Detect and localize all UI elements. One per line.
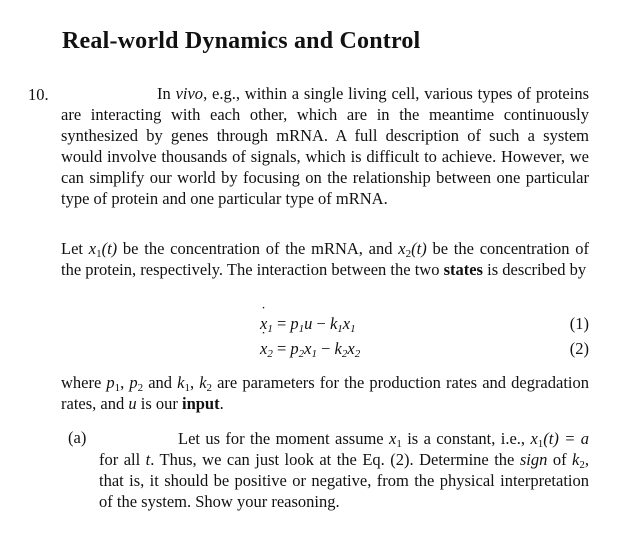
subquestion-label: (a) (68, 428, 87, 447)
math-sub: 1 (267, 323, 273, 335)
subquestion-text (99, 428, 589, 512)
math-arg: (t) (101, 239, 118, 258)
math-var: x (342, 314, 351, 333)
math-arg: (t) (411, 239, 427, 258)
math-var: x (398, 239, 406, 258)
math-var: t (145, 450, 151, 469)
text: is our (136, 394, 182, 413)
equals: = (272, 339, 291, 358)
math-var-dot: ˙ x (260, 339, 267, 359)
math-var: k (199, 373, 207, 392)
text: are parameters for the production rates and degradation rates, and (61, 373, 589, 413)
math-var: u (128, 394, 137, 413)
equation-1 (260, 314, 356, 334)
text: In (157, 84, 176, 103)
text: . (219, 394, 224, 413)
section-title: Real-world Dynamics and Control (62, 28, 421, 54)
math-var: x (347, 339, 355, 358)
text: , that is, it should be positive or negative, from the physical interpretation of the system. Show your reasoning. (99, 450, 589, 511)
math-var: p (290, 314, 299, 333)
math-sub: 2 (579, 459, 585, 471)
emphasis-sign: sign (519, 450, 548, 469)
math-sub: 2 (267, 348, 273, 360)
text: be the concentration of the mRNA, and (117, 239, 399, 258)
text: is a constant, i.e., (401, 429, 531, 448)
definitions-paragraph (61, 238, 589, 280)
text: , (189, 373, 200, 392)
equation-2-number: (2) (569, 339, 589, 358)
text: and (143, 373, 178, 392)
text: , e.g., within a single living cell, various types of proteins are interacting with each other, which are in the meantime continuously synthesized by genes through mRNA. A full description of such a system would involve thousands of signals, which is difficult to achieve. However, we can simplify our world by focusing on the relationship between one particular type of protein and one particular type of mRNA. (61, 84, 589, 208)
math-var: k (329, 314, 338, 333)
math-arg: (t) = (543, 429, 581, 448)
text: where (61, 373, 107, 392)
math-var-dot: ˙ x (260, 314, 267, 334)
math-var: p (290, 339, 299, 358)
math-var: u (304, 314, 313, 333)
text: of (547, 450, 573, 469)
emphasis-vivo: vivo (175, 84, 204, 103)
text: be the concentration of the protein, respectively. The interaction between the two (61, 239, 589, 279)
math-sub: 1 (537, 438, 544, 450)
text: Let us for the moment assume (178, 429, 389, 448)
minus: − (312, 314, 330, 333)
text: is described by (482, 260, 587, 279)
text: Let (61, 239, 89, 258)
math-sub: 1 (96, 248, 102, 260)
math-sub: 1 (184, 382, 190, 394)
text: . Thus, we can just look at the Eq. (2). Determine the (150, 450, 520, 469)
math-sub: 1 (298, 323, 305, 335)
text: , (120, 373, 130, 392)
minus: − (316, 339, 335, 358)
parameters-paragraph (61, 372, 589, 414)
math-var: p (106, 373, 115, 392)
equation-2 (260, 339, 360, 359)
math-var: p (129, 373, 138, 392)
bold-input: input (181, 394, 220, 413)
math-sub: 2 (206, 382, 213, 394)
text: for all (99, 450, 146, 469)
equation-1-number: (1) (569, 314, 589, 333)
math-sub: 1 (350, 323, 356, 335)
math-sub: 2 (354, 348, 361, 360)
math-sub: 1 (311, 348, 317, 360)
bold-states: states (443, 260, 483, 279)
math-var: x (88, 239, 97, 258)
math-var: k (177, 373, 185, 392)
math-var: a (580, 429, 589, 448)
math-var: k (572, 450, 580, 469)
question-number: 10. (28, 85, 49, 104)
intro-paragraph (61, 83, 589, 209)
math-var: x (530, 429, 538, 448)
math-sub: 2 (341, 348, 348, 360)
math-sub: 2 (405, 248, 412, 260)
math-var: k (334, 339, 342, 358)
equals: = (272, 314, 291, 333)
math-var: x (304, 339, 312, 358)
math-sub: 1 (337, 323, 343, 335)
math-var: x (388, 429, 397, 448)
math-sub: 1 (114, 382, 121, 394)
math-sub: 1 (396, 438, 402, 450)
math-sub: 2 (137, 382, 144, 394)
math-sub: 2 (298, 348, 305, 360)
